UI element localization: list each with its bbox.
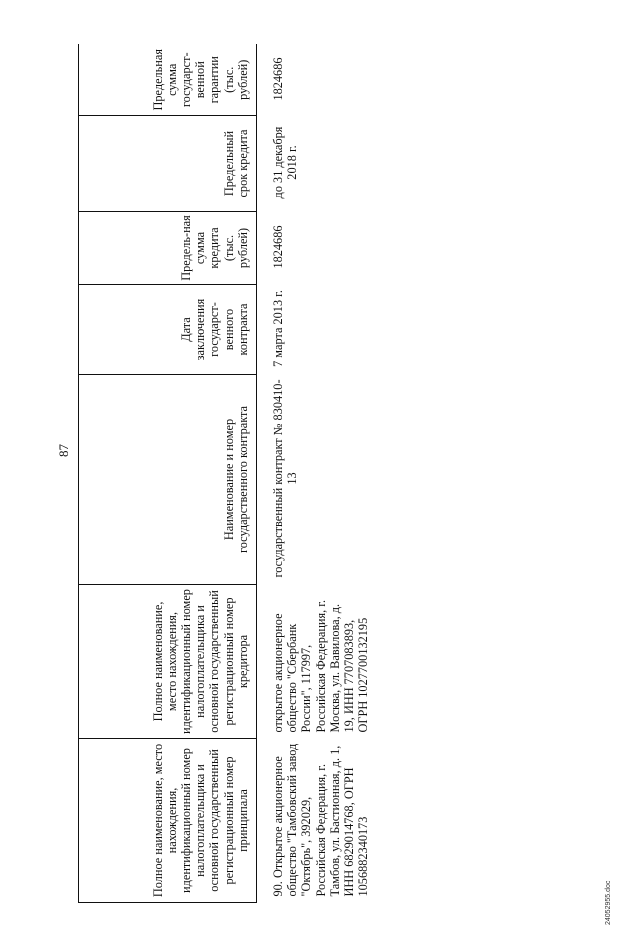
page-number: 87	[56, 444, 71, 457]
guarantee-table	[78, 45, 370, 904]
cell-guarantee-sum: 1824686	[271, 57, 285, 101]
cell-credit-sum: 1824686	[271, 225, 285, 269]
header-credit-term: Предельный срок кредита	[79, 116, 257, 212]
document-footer: 24052955.doc	[605, 880, 612, 925]
header-contract: Наименование и номер государственного контракта	[79, 375, 257, 585]
header-principal: Полное наименование, место нахождения, идентификационный номер налогоплательщика и основной государственный регистрационный номер принципала	[79, 739, 257, 903]
cell-creditor: открытое акционерное общество "Сбербанк России", 117997, Российская Федерация, г. Москва, ул. Вавилова, д. 19, ИНН 7707083893, ОГРН 1027700132195	[271, 599, 371, 733]
table-row	[257, 45, 371, 903]
header-creditor: Полное наименование, место нахождения, идентификационный номер налогоплательщика и основной государственный регистрационный номер кредитора	[79, 585, 257, 739]
header-guarantee-sum: Предельная сумма государст-венной гарантии (тыс. рублей)	[79, 45, 257, 116]
cell-principal: 90. Открытое акционерное общество "Тамбовский завод "Октябрь", 392029, Российская Федерация, г. Тамбов, ул. Бастионная, д. 1, ИНН 6829014768, ОГРН 1056882340173	[271, 743, 371, 897]
table-header-row	[79, 45, 257, 903]
cell-contract: государственный контракт № 830410-13	[271, 379, 300, 578]
cell-contract-date: 7 марта 2013 г.	[271, 290, 285, 367]
rotated-page	[0, 45, 612, 925]
cell-credit-term: до 31 декабря 2018 г.	[271, 126, 300, 199]
header-credit-sum: Предель-ная сумма кредита (тыс. рублей)	[79, 212, 257, 285]
header-contract-date: Дата заключения государст-венного контракта	[79, 285, 257, 375]
